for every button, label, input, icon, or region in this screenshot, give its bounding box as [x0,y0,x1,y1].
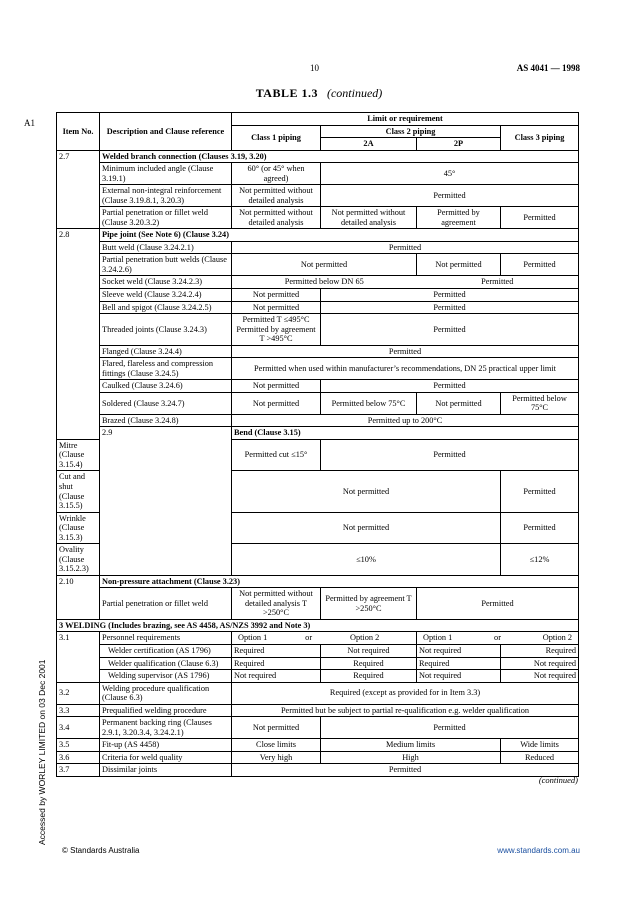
cell-other-classes: Permitted [321,439,579,471]
row-description: Permanent backing ring (Clauses 2.9.1, 3.20.3.4, 3.24.2.1) [100,717,232,739]
cell-class2a: Permitted below 75°C [321,392,417,414]
footer-website-link[interactable]: www.standards.com.au [497,846,580,855]
cell-class1: Close limits [232,739,321,752]
row-description: Partial penetration or fillet weld (Clause 3.20.3.2) [100,207,232,229]
item-number: 3.4 [57,717,100,739]
table-row [57,345,579,358]
section-title: Pipe joint (See Note 6) (Clause 3.24) [100,229,579,242]
item-number: 3.5 [57,739,100,752]
cell-all-classes: Permitted [232,241,579,254]
table-row [57,751,579,764]
row-description: Bell and spigot (Clause 3.24.2.5) [100,301,232,314]
row-description: Brazed (Clause 3.24.8) [100,414,232,427]
cell-all-classes: Permitted [232,345,579,358]
row-description: Partial penetration or fillet weld [100,588,232,620]
cell-option1: Not required [417,670,501,683]
cell-class1: 60° (or 45° when agreed) [232,163,321,185]
row-description: Wrinkle (Clause 3.15.3) [57,512,100,544]
table-row [57,185,579,207]
cell-option1: Not required [417,644,501,657]
cell-option1: Not required [232,670,321,683]
cell-class3: Permitted [501,207,579,229]
cell-class2p: Not permitted [417,392,501,414]
cell-class3: ≤12% [501,544,579,576]
row-description: Caulked (Clause 3.24.6) [100,380,232,393]
cell-option1: Required [232,644,321,657]
cell-class3: Permitted below 75°C [501,392,579,414]
table-title-suffix: (continued) [326,86,383,100]
item-number: 2.8 [57,229,100,440]
item-number: 3.2 [57,682,100,704]
or-label: or [305,633,313,643]
or-label: or [494,633,501,643]
cell-other-classes: 45° [321,163,579,185]
row-description: Personnel requirements [100,632,232,645]
cell-class1-2a: Not permitted [232,254,417,276]
cell-class1-2: Not permitted [232,512,501,544]
cell-other-classes: Permitted [321,380,579,393]
table-row [57,301,579,314]
row-description: Flared, flareless and compression fittings (Clause 3.24.5) [100,358,232,380]
cell-other-classes: Permitted [321,717,579,739]
cell-class1: Not permitted without detailed analysis [232,207,321,229]
cell-class1: Not permitted [232,288,321,301]
row-description: External non-integral reinforcement (Clause 3.19.8.1, 3.20.3) [100,185,232,207]
option-cell-2 [417,632,579,645]
cell-class1: Not permitted [232,301,321,314]
cell-option2: Not required [321,644,417,657]
table-row [57,150,579,163]
cell-other-classes: Permitted [321,288,579,301]
table-row [57,288,579,301]
item-number: 3.1 [57,632,100,682]
table-row [57,739,579,752]
row-description: Threaded joints (Clause 3.24.3) [100,314,232,346]
cell-option2: Required [501,644,579,657]
section-title: Non-pressure attachment (Clause 3.23) [100,575,579,588]
table-row [57,717,579,739]
cell-class1: Not permitted without detailed analysis [232,185,321,207]
option2-label: Option 2 [542,633,573,643]
cell-class2p-3: Permitted [417,276,579,289]
cell-class2p: Permitted by agreement [417,207,501,229]
row-description: Cut and shut (Clause 3.15.5) [57,471,100,512]
row-description: Criteria for weld quality [100,751,232,764]
table-row [57,427,579,440]
table-row [57,207,579,229]
cell-class3: Permitted [501,254,579,276]
page-number: 10 [310,63,319,73]
continued-note: (continued) [538,775,578,785]
cell-class2p-3: Permitted [417,588,579,620]
table-row [57,380,579,393]
cell-class2: Medium limits [321,739,501,752]
cell-class1-2a: Permitted below DN 65 [232,276,417,289]
row-description: Minimum included angle (Clause 3.19.1) [100,163,232,185]
row-description: Welder certification (AS 1796) [100,644,232,657]
cell-class2a: Permitted by agreement T >250°C [321,588,417,620]
table-row [57,229,579,242]
col-class2p: 2P [417,138,501,151]
row-description: Dissimilar joints [100,764,232,777]
table-row [57,657,579,670]
row-description: Sleeve weld (Clause 3.24.2.4) [100,288,232,301]
table-title-prefix: TABLE 1.3 [255,86,318,100]
cell-other-classes: Permitted [321,301,579,314]
table-row [57,414,579,427]
row-description: Butt weld (Clause 3.24.2.1) [100,241,232,254]
col-limit: Limit or requirement [232,113,579,126]
table-row [57,704,579,717]
cell-class3: Permitted [501,471,579,512]
cell-other-classes: Permitted [321,185,579,207]
item-number: 3.6 [57,751,100,764]
table-row [57,619,579,632]
standard-number: AS 4041 — 1998 [516,63,580,73]
cell-option2: Not required [501,670,579,683]
cell-all-classes: Permitted but be subject to partial re-qualification e.g. welder qualification [232,704,579,717]
cell-option2: Required [321,657,417,670]
table-row [57,314,579,346]
cell-all-classes: Permitted when used within manufacturer’s recommendations, DN 25 practical upper limit [232,358,579,380]
cell-class1: Permitted cut ≤15° [232,439,321,471]
table-row [57,632,579,645]
cell-class3: Permitted [501,512,579,544]
cell-class1: Not permitted [232,717,321,739]
row-description: Socket weld (Clause 3.24.2.3) [100,276,232,289]
cell-all-classes: Required (except as provided for in Item 3.3) [232,682,579,704]
table-row [57,163,579,185]
cell-class3: Wide limits [501,739,579,752]
col-item-no: Item No. [57,113,100,151]
row-description: Prequalified welding procedure [100,704,232,717]
table-row [57,588,579,620]
cell-class1: Not permitted without detailed analysis T >250°C [232,588,321,620]
cell-option2: Not required [501,657,579,670]
table-row [57,644,579,657]
row-description: Flanged (Clause 3.24.4) [100,345,232,358]
col-class2: Class 2 piping [321,125,501,138]
table-row [57,682,579,704]
cell-class1-2: Not permitted [232,471,501,512]
cell-class1: Very high [232,751,321,764]
footer-copyright: © Standards Australia [62,846,140,855]
cell-all-classes: Permitted up to 200°C [232,414,579,427]
col-description: Description and Clause reference [100,113,232,151]
col-class2a: 2A [321,138,417,151]
section-title: 3 WELDING (Includes brazing, see AS 4458, AS/NZS 3992 and Note 3) [57,619,579,632]
requirements-table [56,112,579,777]
cell-class1-2: ≤10% [232,544,501,576]
row-description: Partial penetration butt welds (Clause 3.24.2.6) [100,254,232,276]
margin-label: A1 [24,118,35,128]
table-row [57,575,579,588]
row-description: Ovality (Clause 3.15.2.3) [57,544,100,576]
row-description: Fit-up (AS 4458) [100,739,232,752]
cell-class1: Permitted T ≤495°C Permitted by agreement T >495°C [232,314,321,346]
table-row [57,670,579,683]
table-row [57,254,579,276]
cell-class1: Not permitted [232,380,321,393]
col-class1: Class 1 piping [232,125,321,150]
table-row [57,276,579,289]
cell-class2p: Not permitted [417,254,501,276]
cell-class1: Not permitted [232,392,321,414]
table-row [57,358,579,380]
table-row [57,241,579,254]
cell-option1: Required [232,657,321,670]
row-description: Welder qualification (Clause 6.3) [100,657,232,670]
item-number: 3.3 [57,704,100,717]
option1-label: Option 1 [238,633,268,643]
cell-class2: High [321,751,501,764]
table-title [0,86,638,101]
row-description: Welding procedure qualification (Clause 6.3) [100,682,232,704]
row-description: Welding supervisor (AS 1796) [100,670,232,683]
cell-other-classes: Permitted [321,314,579,346]
item-number: 2.9 [100,427,232,575]
section-title: Welded branch connection (Clauses 3.19, 3.20) [100,150,579,163]
cell-option2: Required [321,670,417,683]
item-number: 2.10 [57,575,100,619]
cell-all-classes: Permitted [232,764,579,777]
access-notice: Accessed by WORLEY LIMITED on 03 Dec 2001 [37,659,47,845]
section-title: Bend (Clause 3.15) [232,427,579,440]
option2-label: Option 2 [349,633,380,643]
cell-class3: Reduced [501,751,579,764]
row-description: Mitre (Clause 3.15.4) [57,439,100,471]
item-number: 3.7 [57,764,100,777]
cell-option1: Required [417,657,501,670]
table-row [57,392,579,414]
option1-label: Option 1 [423,633,453,643]
item-number: 2.7 [57,150,100,229]
col-class3: Class 3 piping [501,125,579,150]
row-description: Soldered (Clause 3.24.7) [100,392,232,414]
cell-class2a: Not permitted without detailed analysis [321,207,417,229]
table-row [57,764,579,777]
option-cell-1 [232,632,417,645]
